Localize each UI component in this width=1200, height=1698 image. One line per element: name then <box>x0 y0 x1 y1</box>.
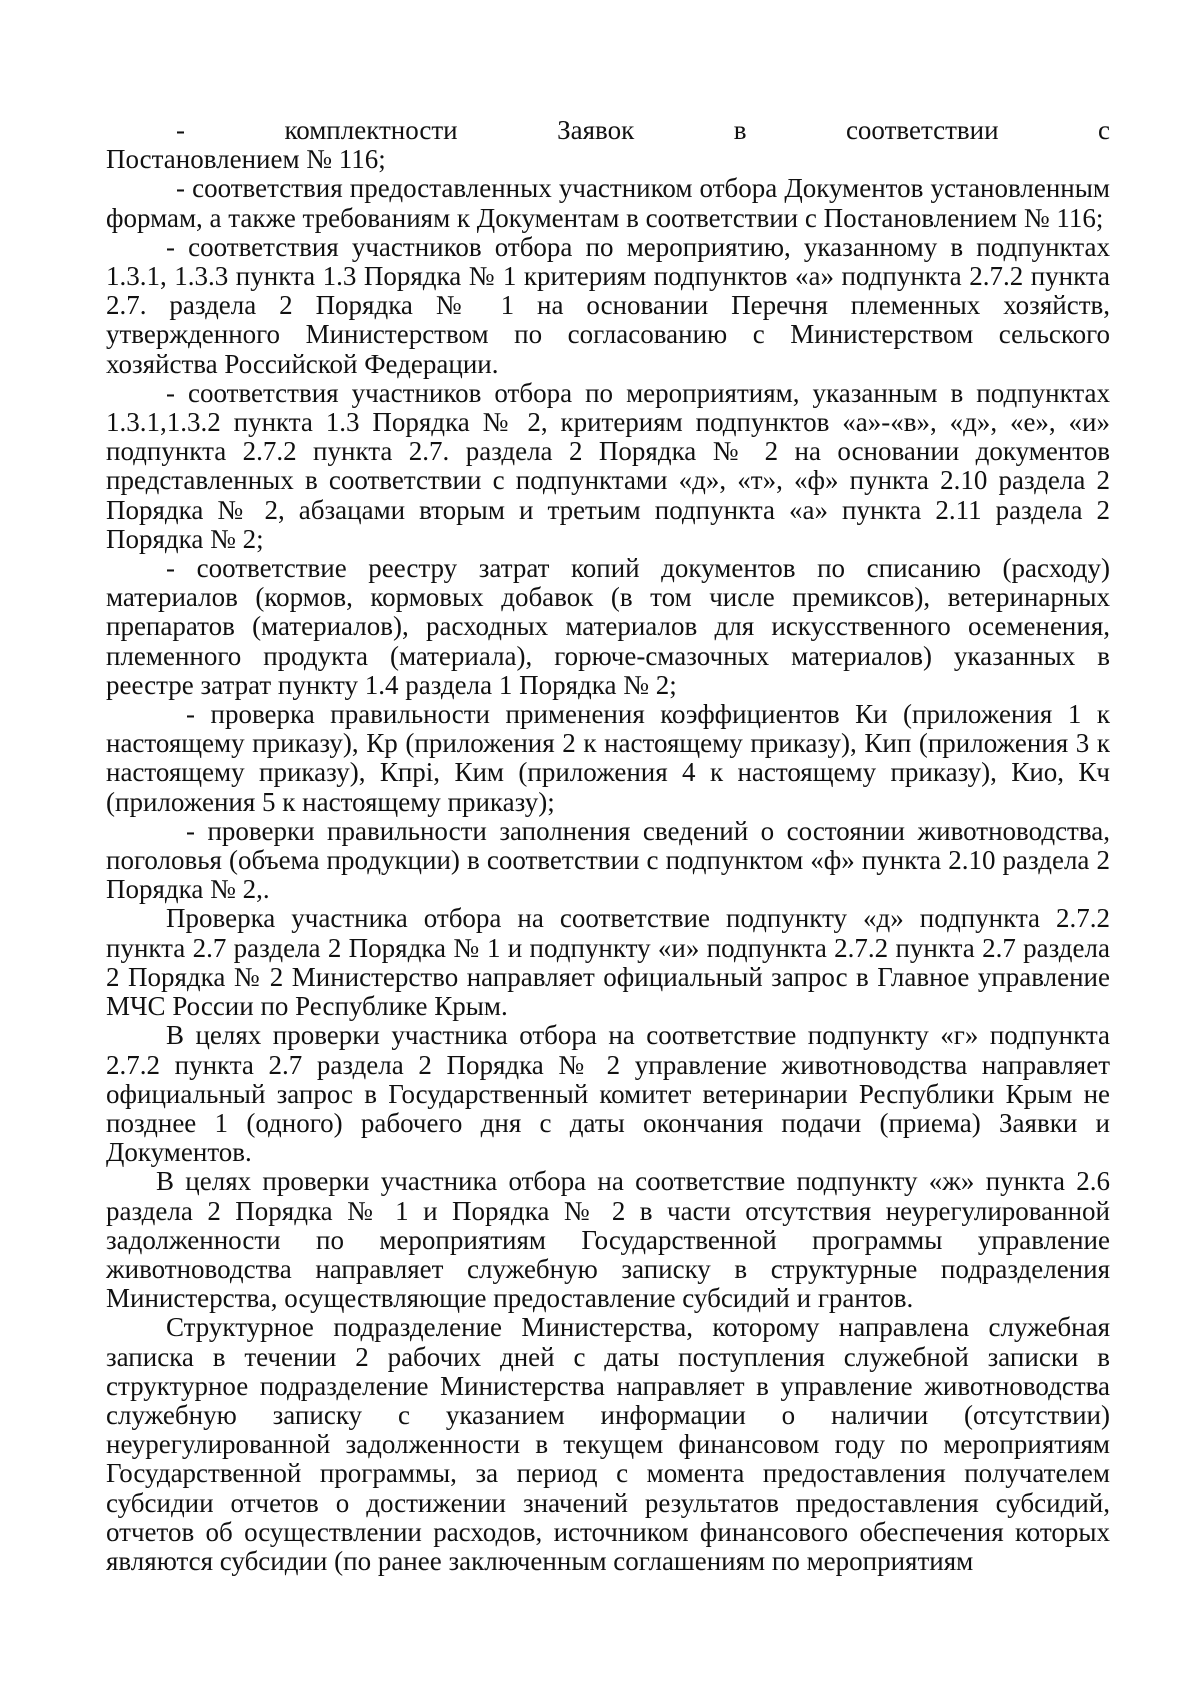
paragraph-coefficients-check: - проверка правильности применения коэффициентов Ки (приложения 1 к настоящему приказу), Кр (приложения 2 к настоящему приказу), Кип (приложения 3 к настоящему приказу), Кпрі, Ким (приложения 4 к настоящему приказу), Кио, Кч (приложения 5 к настоящему приказу); <box>106 699 1110 817</box>
first-line-word: - <box>176 115 185 145</box>
first-line-word: с <box>1098 115 1110 145</box>
paragraph-livestock-info-check: - проверки правильности заполнения сведений о состоянии животноводства, поголовья (объема продукции) в соответствии с подпунктом «ф» пункта 2.10 раздела 2 Порядка № 2,. <box>106 815 1110 905</box>
paragraph-mchs-request: Проверка участника отбора на соответствие подпункту «д» подпункта 2.7.2 пункта 2.7 раздела 2 Порядка № 1 и подпункту «и» подпункта 2.7.2 пункта 2.7 раздела 2 Порядка № 2 Министерство направляет официальный запрос в Главное управление МЧС России по Республике Крым. <box>106 903 1110 1022</box>
first-line-word: комплектности <box>284 115 458 145</box>
paragraph-debt-check: В целях проверки участника отбора на соответствие подпункту «ж» пункта 2.6 раздела 2 Порядка № 1 и Порядка № 2 в части отсутствия неурегулированной задолженности по мероприятиям Государственной программы управление животноводства направляет служебную записку в структурные подразделения Министерства, осуществляющие предоставление субсидий и грантов. <box>106 1166 1110 1314</box>
paragraph-cost-registry: - соответствие реестру затрат копий документов по списанию (расходу) материалов (кормов, кормовых добавок (в том числе премиксов), ветеринарных препаратов (материалов), расходных материалов для искусственного осеменения, племенного продукта (материала), горюче-смазочных материалов) указанных в реестре затрат пункту 1.4 раздела 1 Порядка № 2; <box>106 553 1110 700</box>
first-line-word: в <box>733 115 747 145</box>
first-line-word: Заявок <box>557 115 635 145</box>
paragraph-breeding-criteria: - соответствия участников отбора по мероприятию, указанному в подпунктах 1.3.1, 1.3.3 пункта 1.3 Порядка № 1 критериям подпунктов «а» подпункта 2.7.2 пункта 2.7. раздела 2 Порядка № 1 на основании Перечня племенных хозяйств, утвержденного Министерством по согласованию с Министерством сельского хозяйства Российской Федерации. <box>106 231 1110 379</box>
document-page <box>106 116 1110 1576</box>
paragraph-structural-unit-response: Структурное подразделение Министерства, которому направлена служебная записка в течении 2 рабочих дней с даты поступления служебной записки в структурное подразделение Министерства направляет в управление животноводства служебную записку с указанием информации о наличии (отсутствии) неурегулированной задолженности в текущем финансовом году по мероприятиям Государственной программы, за период с момента предоставления получателем субсидии отчетов о достижении значений результатов предоставления субсидий, отчетов об осуществлении расходов, источником финансового обеспечения которых являются субсидии (по ранее заключенным соглашениям по мероприятиям <box>106 1312 1110 1576</box>
first-line <box>106 116 1110 145</box>
paragraph-resolution-ref: Постановлением № 116; <box>106 144 386 175</box>
paragraph-order2-criteria: - соответствия участников отбора по мероприятиям, указанным в подпунктах 1.3.1,1.3.2 пункта 1.3 Порядка № 2, критериям подпунктов «а»-«в», «д», «е», «и» подпункта 2.7.2 пункта 2.7. раздела 2 Порядка № 2 на основании документов представленных в соответствии с подпунктами «д», «т», «ф» пункта 2.10 раздела 2 Порядка № 2, абзацами вторым и третьим подпункта «а» пункта 2.11 раздела 2 Порядка № 2; <box>106 377 1110 554</box>
paragraph-veterinary-request: В целях проверки участника отбора на соответствие подпункту «г» подпункта 2.7.2 пункта 2.7 раздела 2 Порядка № 2 управление животноводства направляет официальный запрос в Государственный комитет ветеринарии Республики Крым не позднее 1 (одного) рабочего дня с даты окончания подачи (приема) Заявки и Документов. <box>106 1020 1110 1168</box>
first-line-word: соответствии <box>845 115 999 145</box>
paragraph-document-forms: - соответствия предоставленных участником отбора Документов установленным формам, а также требованиям к Документам в соответствии с Постановлением № 116; <box>106 173 1110 233</box>
